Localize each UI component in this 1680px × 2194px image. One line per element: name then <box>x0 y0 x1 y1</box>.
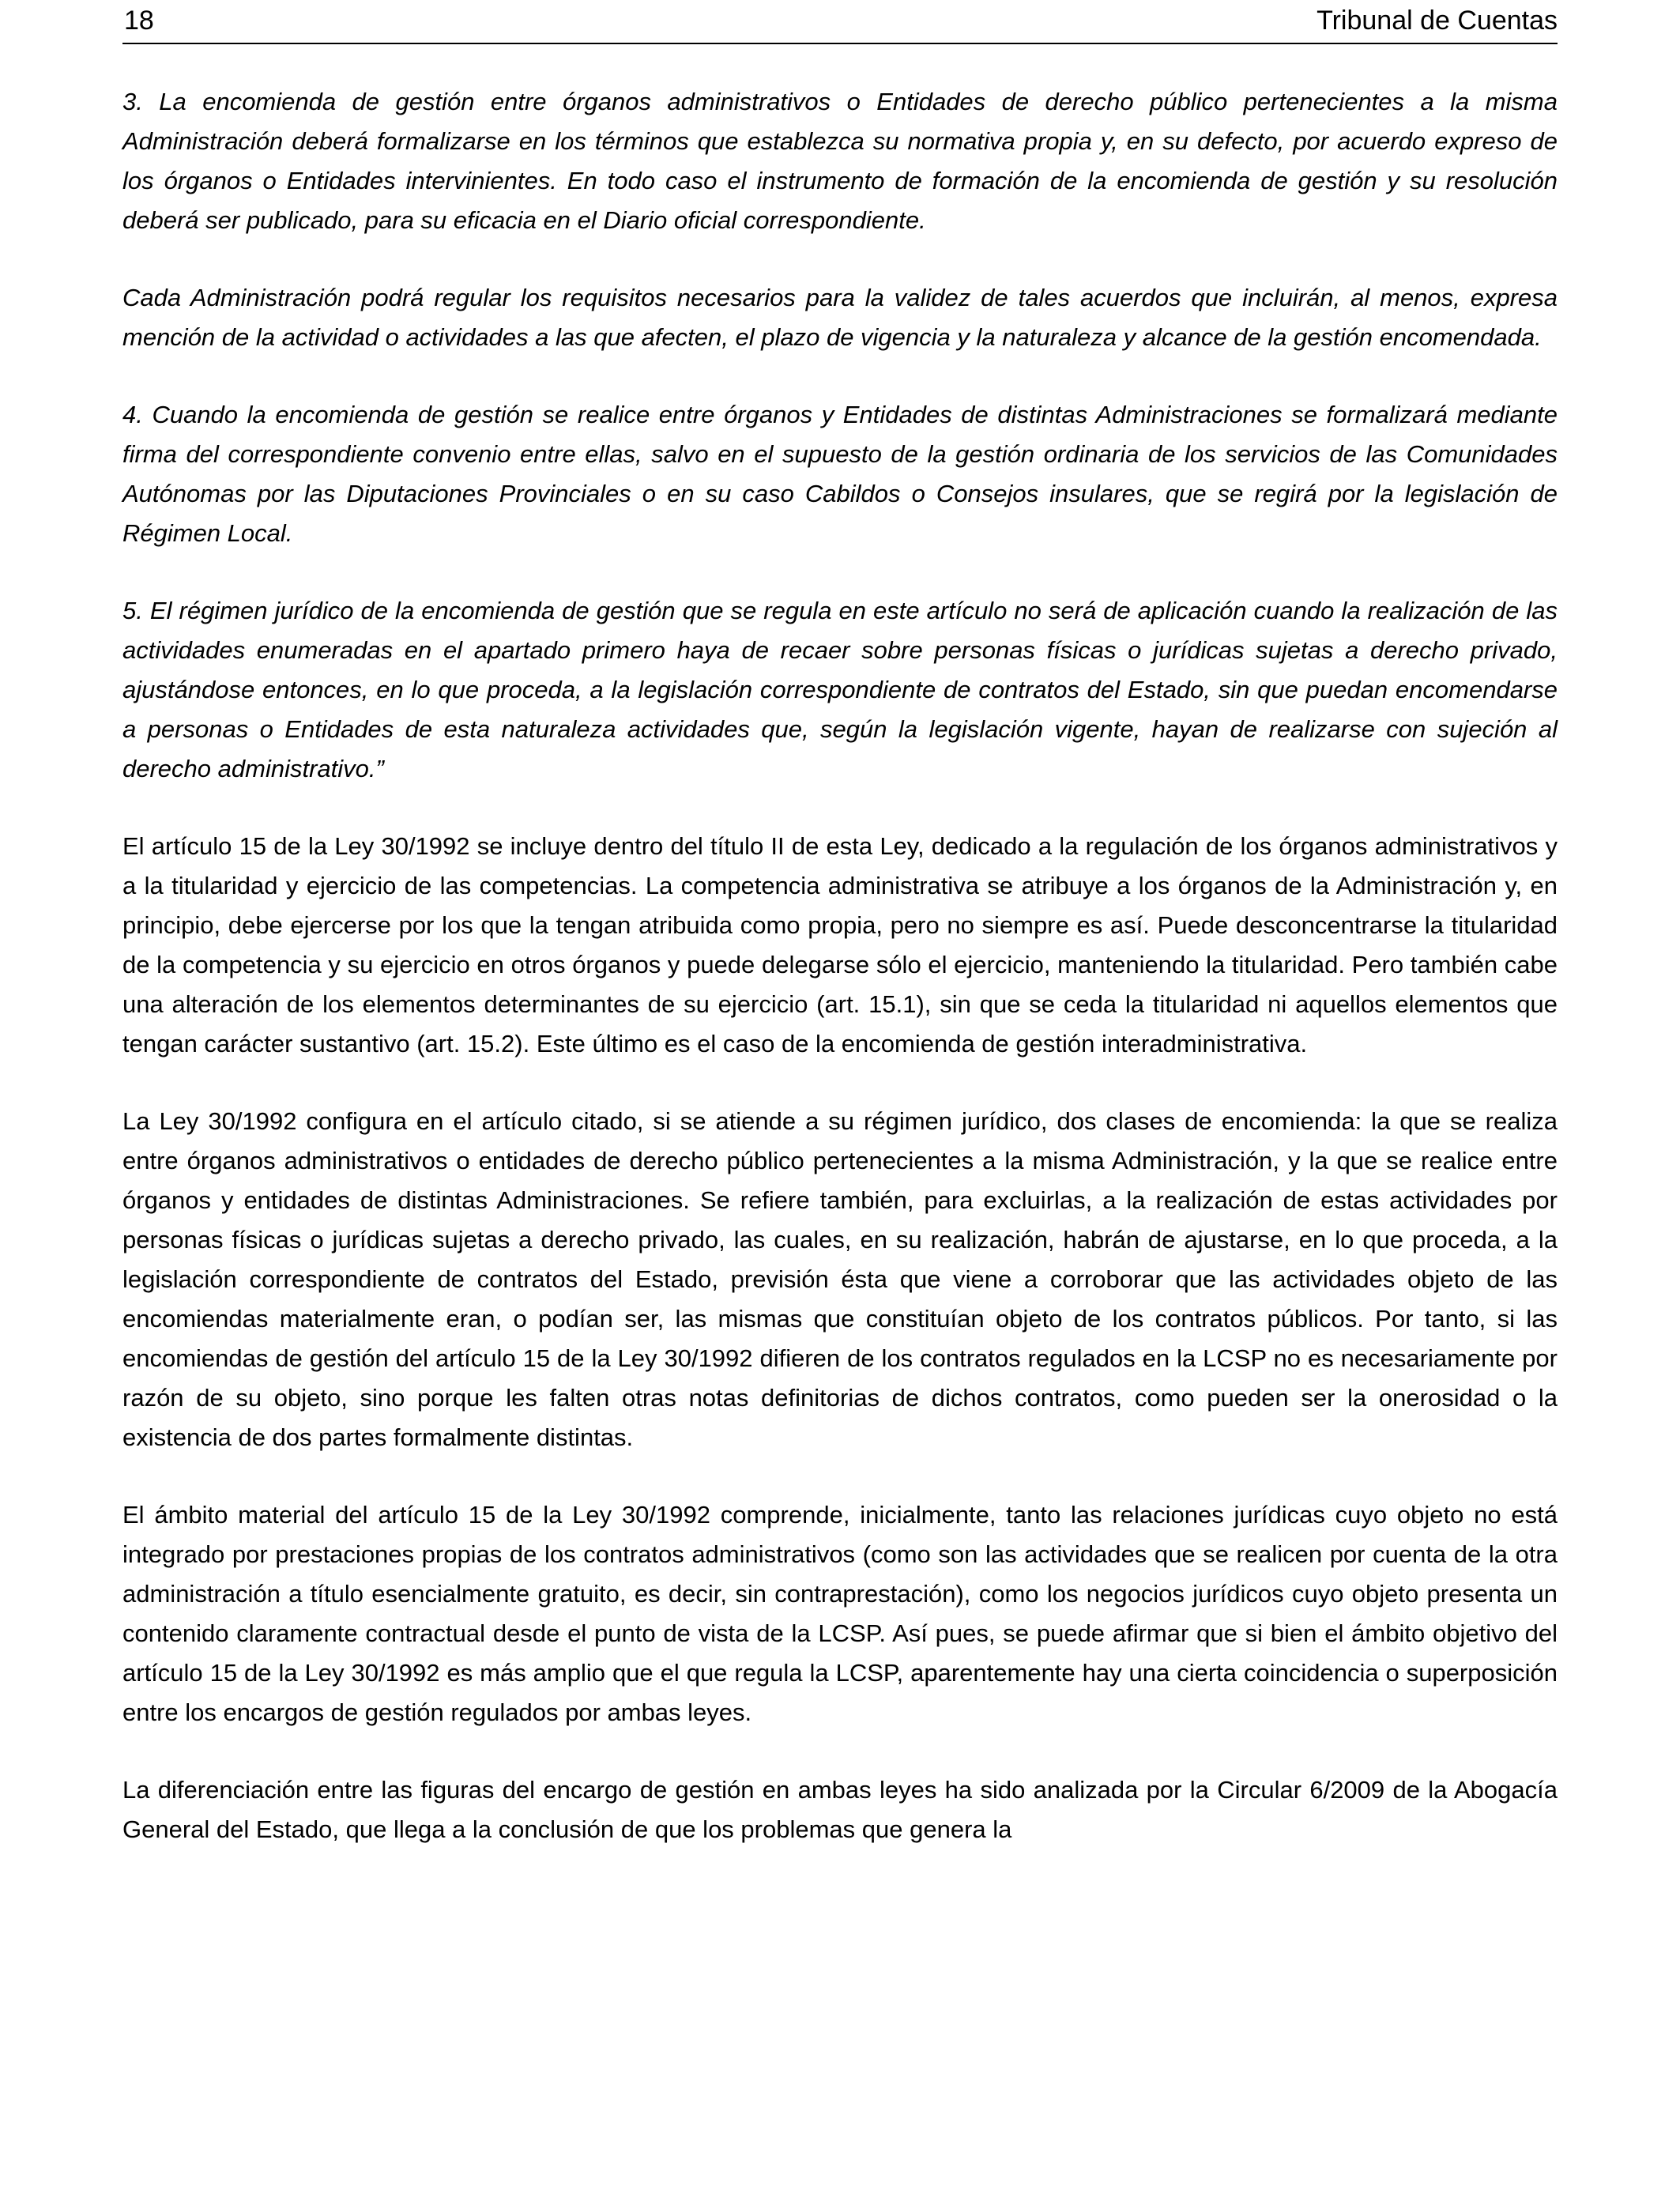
header-title: Tribunal de Cuentas <box>1317 6 1558 36</box>
quoted-paragraph-4: 4. Cuando la encomienda de gestión se realice entre órganos y Entidades de distintas Administraciones se formalizará mediante firma del correspondiente convenio entre ellas, salvo en el supuesto de la gestión ordinaria de los servicios de las Comunidades Autónomas por las Diputaciones Provinciales o en su caso Cabildos o Consejos insulares, que se regirá por la legislación de Régimen Local. <box>122 401 1558 547</box>
page-number: 18 <box>124 6 154 36</box>
quoted-paragraph-3: 3. La encomienda de gestión entre órganos administrativos o Entidades de derecho público pertenecientes a la misma Administración deberá formalizarse en los términos que establezca su normativa propia y, en su defecto, por acuerdo expreso de los órganos o Entidades intervinientes. En todo caso el instrumento de formación de la encomienda de gestión y su resolución deberá ser publicado, para su eficacia en el Diario oficial correspondiente. <box>122 88 1558 234</box>
body-paragraph: El artículo 15 de la Ley 30/1992 se incluye dentro del título II de esta Ley, dedicado a la regulación de los órganos administrativos y a la titularidad y ejercicio de las competencias. La competencia administrativa se atribuye a los órganos de la Administración y, en principio, debe ejercerse por los que la tengan atribuida como propia, pero no siempre es así. Puede desconcentrarse la titularidad de la competencia y su ejercicio en otros órganos y puede delegarse sólo el ejercicio, manteniendo la titularidad. Pero también cabe una alteración de los elementos determinantes de su ejercicio (art. 15.1), sin que se ceda la titularidad ni aquellos elementos que tengan carácter sustantivo (art. 15.2). Este último es el caso de la encomienda de gestión interadministrativa. <box>122 832 1558 1057</box>
document-body <box>122 82 1558 1887</box>
body-paragraph: La diferenciación entre las figuras del encargo de gestión en ambas leyes ha sido analizada por la Circular 6/2009 de la Abogacía General del Estado, que llega a la conclusión de que los problemas que genera la <box>122 1776 1558 1843</box>
body-paragraph: La Ley 30/1992 configura en el artículo citado, si se atiende a su régimen jurídico, dos clases de encomienda: la que se realiza entre órganos administrativos o entidades de derecho público pertenecientes a la misma Administración, y la que se realice entre órganos y entidades de distintas Administraciones. Se refiere también, para excluirlas, a la realización de estas actividades por personas físicas o jurídicas sujetas a derecho privado, las cuales, en su realización, habrán de ajustarse, en lo que proceda, a la legislación correspondiente de contratos del Estado, previsión ésta que viene a corroborar que las actividades objeto de las encomiendas materialmente eran, o podían ser, las mismas que constituían objeto de los contratos públicos. Por tanto, si las encomiendas de gestión del artículo 15 de la Ley 30/1992 difieren de los contratos regulados en la LCSP no es necesariamente por razón de su objeto, sino porque les falten otras notas definitorias de dichos contratos, como pueden ser la onerosidad o la existencia de dos partes formalmente distintas. <box>122 1107 1558 1451</box>
running-header <box>122 3 1558 44</box>
body-paragraph: El ámbito material del artículo 15 de la Ley 30/1992 comprende, inicialmente, tanto las relaciones jurídicas cuyo objeto no está integrado por prestaciones propias de los contratos administrativos (como son las actividades que se realicen por cuenta de la otra administración a título esencialmente gratuito, es decir, sin contraprestación), como los negocios jurídicos cuyo objeto presenta un contenido claramente contractual desde el punto de vista de la LCSP. Así pues, se puede afirmar que si bien el ámbito objetivo del artículo 15 de la Ley 30/1992 es más amplio que el que regula la LCSP, aparentemente hay una cierta coincidencia o superposición entre los encargos de gestión regulados por ambas leyes. <box>122 1501 1558 1726</box>
quoted-paragraph-3-continued: Cada Administración podrá regular los requisitos necesarios para la validez de tales acuerdos que incluirán, al menos, expresa mención de la actividad o actividades a las que afecten, el plazo de vigencia y la naturaleza y alcance de la gestión encomendada. <box>122 284 1558 351</box>
quoted-paragraph-5: 5. El régimen jurídico de la encomienda de gestión que se regula en este artículo no será de aplicación cuando la realización de las actividades enumeradas en el apartado primero haya de recaer sobre personas físicas o jurídicas sujetas a derecho privado, ajustándose entonces, en lo que proceda, a la legislación correspondiente de contratos del Estado, sin que puedan encomendarse a personas o Entidades de esta naturaleza actividades que, según la legislación vigente, hayan de realizarse con sujeción al derecho administrativo.” <box>122 597 1558 782</box>
